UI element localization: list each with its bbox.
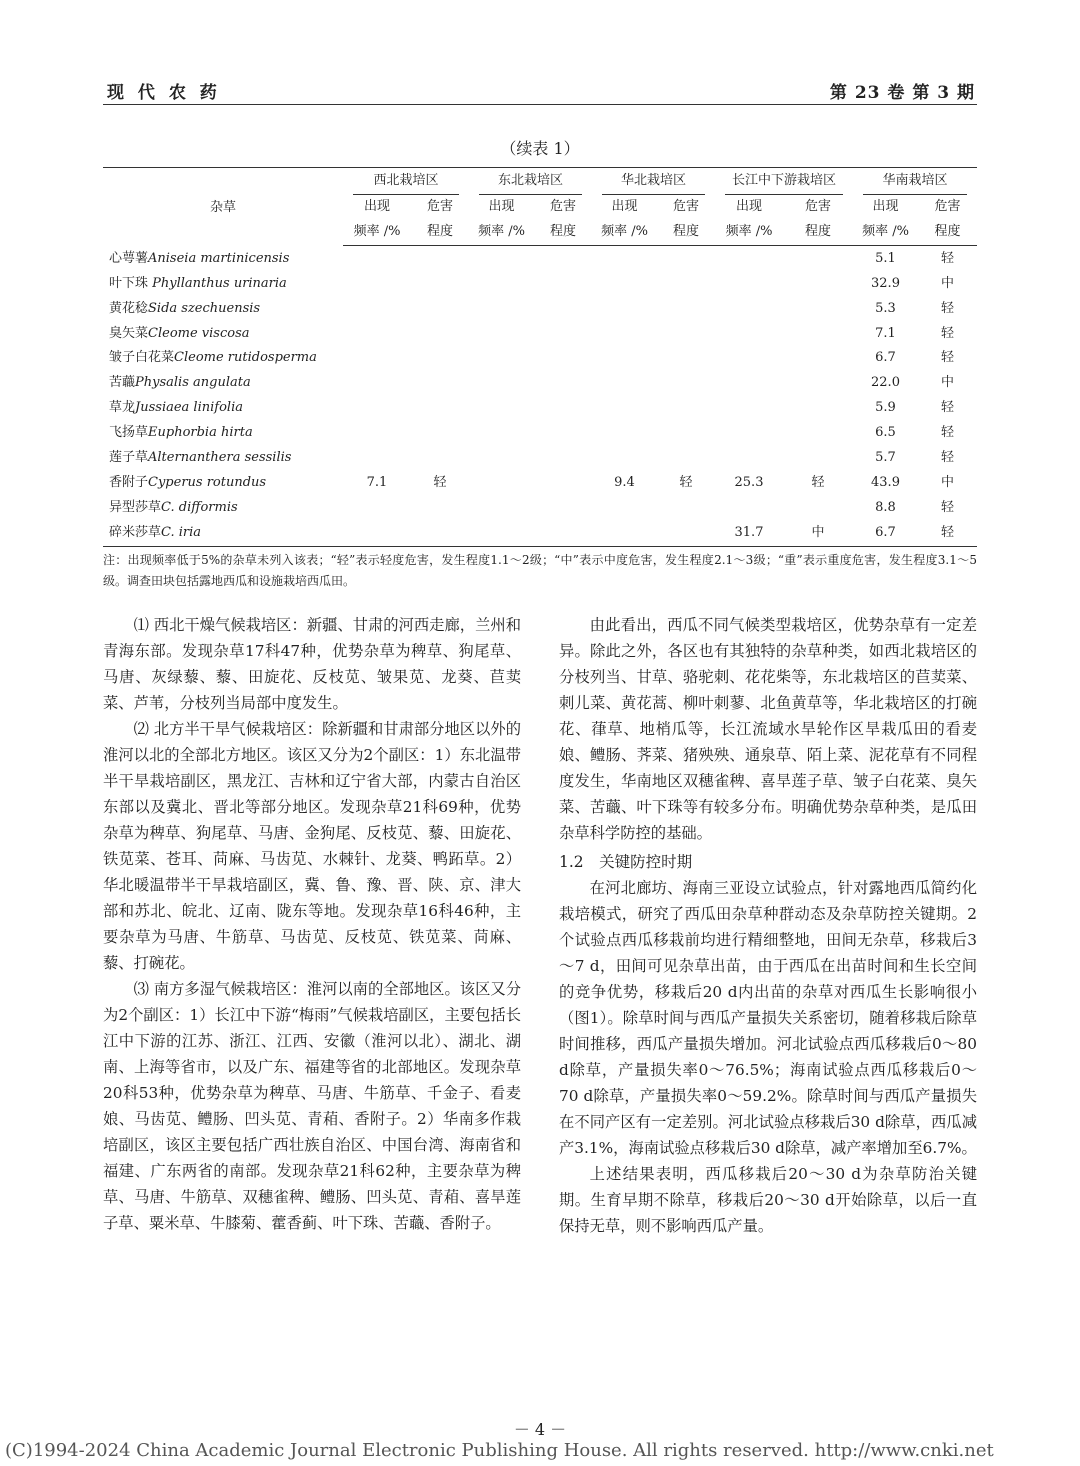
- damage-cell: [534, 322, 592, 347]
- weed-cn: 心萼薯: [109, 250, 149, 266]
- damage-cell: [657, 245, 715, 271]
- weed-name: [103, 322, 343, 347]
- freq-cell: [592, 322, 657, 347]
- damage-cell: 轻: [433, 474, 447, 490]
- freq-header: 出现 频率 /%: [715, 195, 783, 245]
- damage-cell: [783, 245, 853, 271]
- freq-cell: [592, 272, 657, 297]
- freq-cell: 31.7: [715, 521, 783, 546]
- damage-cell: [783, 297, 853, 322]
- freq-cell: [592, 346, 657, 371]
- freq-cell: 32.9: [871, 275, 900, 291]
- damage-cell: [657, 396, 715, 421]
- weed-latin: Cleome rutidosperma: [174, 350, 317, 366]
- damage-cell: [783, 371, 853, 396]
- weed-name: [103, 521, 343, 546]
- freq-cell: [469, 521, 534, 546]
- damage-cell: 轻: [918, 521, 977, 546]
- freq-cell: [469, 297, 534, 322]
- freq-cell: 7.1: [366, 474, 388, 490]
- page-number: － 4 －: [513, 1420, 567, 1439]
- damage-cell: 中: [940, 275, 954, 291]
- damage-cell: 中: [940, 375, 954, 391]
- freq-cell: [592, 297, 657, 322]
- damage-cell: 轻: [940, 450, 954, 466]
- freq-cell: 5.1: [875, 250, 896, 266]
- freq-cell: [469, 421, 534, 446]
- damage-cell: [657, 521, 715, 546]
- damage-cell: [783, 272, 853, 297]
- table-row: [103, 346, 977, 371]
- weed-name: [103, 297, 343, 322]
- damage-cell: [783, 421, 853, 446]
- table-row: [103, 471, 977, 496]
- table-row: [103, 322, 977, 347]
- damage-cell: 轻: [940, 300, 954, 316]
- damage-cell: [657, 346, 715, 371]
- region-header: 西北栽培区: [353, 168, 459, 195]
- damage-cell: [534, 297, 592, 322]
- table-row: [103, 371, 977, 396]
- freq-cell: [343, 396, 411, 421]
- freq-cell: [343, 297, 411, 322]
- freq-cell: [715, 322, 783, 347]
- damage-cell: [783, 396, 853, 421]
- weed-cn: 苦蘵: [109, 375, 136, 391]
- freq-cell: [715, 446, 783, 471]
- damage-header: 危害 程度: [534, 195, 592, 245]
- damage-cell: [534, 446, 592, 471]
- freq-cell: 7.1: [875, 325, 896, 341]
- weed-latin: Phyllanthus urinaria: [152, 275, 287, 291]
- damage-cell: [534, 396, 592, 421]
- freq-header: 出现 频率 /%: [592, 195, 657, 245]
- damage-cell: [411, 496, 469, 521]
- damage-cell: [657, 297, 715, 322]
- weed-latin: Physalis angulata: [135, 375, 251, 391]
- damage-cell: [534, 346, 592, 371]
- weed-name: [103, 371, 343, 396]
- damage-cell: [657, 371, 715, 396]
- freq-header: 出现 频率 /%: [469, 195, 534, 245]
- freq-cell: [592, 421, 657, 446]
- freq-cell: [343, 346, 411, 371]
- damage-cell: 轻: [811, 474, 825, 490]
- damage-cell: 轻: [940, 499, 954, 515]
- freq-cell: 6.7: [853, 521, 918, 546]
- table-row: [103, 521, 977, 546]
- freq-cell: 8.8: [875, 499, 896, 515]
- table-note: 注：出现频率低于5%的杂草未列入该表；“轻”表示轻度危害，发生程度1.1～2级；“中”表示中度危害，发生程度2.1～3级；“重”表示重度危害，发生程度3.1～5级。调查田块包括露地西瓜和设施栽培西瓜田。: [103, 553, 977, 588]
- damage-cell: 轻: [940, 350, 954, 366]
- freq-cell: 22.0: [871, 375, 900, 391]
- damage-cell: [783, 446, 853, 471]
- freq-cell: [343, 496, 411, 521]
- freq-cell: [592, 396, 657, 421]
- damage-cell: [411, 371, 469, 396]
- freq-cell: [469, 446, 534, 471]
- damage-cell: [411, 521, 469, 546]
- weed-latin: Jussiaea linifolia: [135, 400, 243, 416]
- damage-cell: [534, 245, 592, 271]
- damage-cell: [534, 421, 592, 446]
- freq-cell: [343, 446, 411, 471]
- region-header: 华北栽培区: [602, 168, 705, 195]
- weed-cn: 臭矢菜: [109, 325, 149, 341]
- weed-cn: 皱子白花菜: [109, 350, 175, 366]
- freq-cell: [343, 421, 411, 446]
- freq-cell: [715, 346, 783, 371]
- freq-cell: 43.9: [871, 474, 900, 490]
- table-row: [103, 421, 977, 446]
- weed-latin: Alternanthera sessilis: [148, 450, 292, 466]
- freq-cell: [469, 322, 534, 347]
- freq-cell: [469, 245, 534, 271]
- freq-cell: 5.3: [875, 300, 896, 316]
- damage-cell: [657, 496, 715, 521]
- freq-header: 出现 频率 /%: [853, 195, 918, 245]
- freq-cell: [592, 245, 657, 271]
- freq-cell: [469, 371, 534, 396]
- weed-name: [103, 471, 343, 496]
- damage-cell: [411, 245, 469, 271]
- freq-cell: [469, 346, 534, 371]
- paragraph: ⑴ 西北干燥气候栽培区：新疆、甘肃的河西走廊，兰州和青海东部。发现杂草17科47种，优势杂草为稗草、狗尾草、马唐、灰绿藜、藜、田旋花、反枝苋、皱果苋、龙葵、苣荬菜、芦苇，分枝列当局部中度发生。: [103, 616, 521, 712]
- table-caption: （续表 1）: [500, 139, 580, 158]
- damage-cell: [783, 346, 853, 371]
- paragraph: ⑵ 北方半干旱气候栽培区：除新疆和甘肃部分地区以外的淮河以北的全部北方地区。该区又分为2个副区：1）东北温带半干旱栽培副区，黑龙江、吉林和辽宁省大部，内蒙古自治区东部以及冀北、晋北等部分地区。发现杂草21科69种，优势杂草为稗草、狗尾草、马唐、金狗尾、反枝苋、藜、田旋花、铁苋菜、苍耳、苘麻、马齿苋、水棘针、龙葵、鸭跖草。2）华北暖温带半干旱栽培副区，冀、鲁、豫、晋、陕、京、津大部和苏北、皖北、辽南、陇东等地。发现杂草16科46种，主要杂草为马唐、牛筋草、马齿苋、反枝苋、铁苋菜、苘麻、藜、打碗花。: [103, 720, 521, 972]
- weed-latin: Cleome viscosa: [148, 325, 250, 341]
- damage-header: 危害 程度: [657, 195, 715, 245]
- weed-latin: Sida szechuensis: [148, 300, 261, 316]
- weed-cn: 黄花稔: [109, 300, 149, 316]
- freq-cell: 6.5: [875, 425, 896, 441]
- issue-label: 第 23 卷 第 3 期: [829, 83, 975, 103]
- freq-cell: 5.9: [875, 400, 896, 416]
- weed-cn: 草龙: [109, 400, 136, 416]
- freq-header: 出现 频率 /%: [343, 195, 411, 245]
- damage-cell: [534, 496, 592, 521]
- weed-latin: Aniseia martinicensis: [148, 250, 290, 266]
- damage-header: 危害 程度: [918, 195, 977, 245]
- weed-name: [103, 396, 343, 421]
- damage-cell: 轻: [940, 325, 954, 341]
- weed-cn: 飞扬草: [109, 425, 149, 441]
- weed-latin: Euphorbia hirta: [148, 425, 253, 441]
- damage-cell: [534, 471, 592, 496]
- weed-cn: 异型莎草: [109, 499, 162, 515]
- freq-cell: 9.4: [614, 474, 635, 490]
- weed-table: [103, 167, 977, 547]
- damage-cell: 轻: [940, 425, 954, 441]
- freq-cell: [715, 371, 783, 396]
- damage-cell: 中: [783, 521, 853, 546]
- damage-cell: [657, 421, 715, 446]
- freq-cell: [592, 371, 657, 396]
- damage-cell: [411, 446, 469, 471]
- damage-cell: [411, 421, 469, 446]
- freq-cell: 6.7: [875, 350, 896, 366]
- damage-cell: [534, 371, 592, 396]
- damage-cell: [411, 396, 469, 421]
- weed-latin: C. iria: [161, 524, 202, 540]
- freq-cell: [343, 521, 411, 546]
- table-row: [103, 396, 977, 421]
- weed-name: [103, 272, 343, 297]
- damage-cell: [657, 446, 715, 471]
- copyright-line: (C)1994-2024 China Academic Journal Electronic Publishing House. All rights reserved. http://www.cnki.net: [5, 1440, 994, 1461]
- weed-name: [103, 496, 343, 521]
- freq-cell: [715, 297, 783, 322]
- table-row: [103, 272, 977, 297]
- damage-cell: 轻: [940, 400, 954, 416]
- freq-cell: [715, 421, 783, 446]
- paragraph: 由此看出，西瓜不同气候类型栽培区，优势杂草有一定差异。除此之外，各区也有其独特的杂草种类，如西北栽培区的分枝列当、甘草、骆驼刺、花花柴等，东北栽培区的苣荬菜、刺儿菜、黄花蒿、柳叶刺蓼、北鱼黄草等，华北栽培区的打碗花、葎草、地梢瓜等，长江流域水旱轮作区旱栽瓜田的看麦娘、鳢肠、荠菜、猪殃殃、通泉草、陌上菜、泥花草有不同程度发生，华南地区双穗雀稗、喜旱莲子草、皱子白花菜、臭矢菜、苦蘵、叶下珠等有较多分布。明确优势杂草种类，是瓜田杂草科学防控的基础。: [559, 616, 977, 842]
- weed-name: [103, 346, 343, 371]
- left-column: [103, 612, 521, 1236]
- table-row: [103, 496, 977, 521]
- freq-cell: 5.7: [875, 450, 896, 466]
- freq-cell: [343, 245, 411, 271]
- damage-cell: 中: [940, 474, 954, 490]
- region-header: 东北栽培区: [479, 168, 582, 195]
- weed-cn: 香附子: [109, 474, 149, 490]
- weed-cn: 叶下珠: [109, 275, 153, 291]
- table-row: [103, 446, 977, 471]
- weed-cn: 莲子草: [109, 450, 149, 466]
- damage-cell: [534, 521, 592, 546]
- freq-cell: [715, 396, 783, 421]
- freq-cell: [715, 245, 783, 271]
- weed-cn: 碎米莎草: [109, 524, 162, 540]
- right-column: [559, 612, 977, 1239]
- damage-cell: 轻: [679, 474, 693, 490]
- region-header: 长江中下游栽培区: [725, 168, 843, 195]
- paragraph: 上述结果表明，西瓜移栽后20～30 d为杂草防治关键期。生育早期不除草，移栽后20～30 d开始除草，以后一直保持无草，则不影响西瓜产量。: [559, 1165, 977, 1235]
- paragraph: 在河北廊坊、海南三亚设立试验点，针对露地西瓜简约化栽培模式，研究了西瓜田杂草种群动态及杂草防控关键期。2个试验点西瓜移栽前均进行精细整地，田间无杂草，移栽后3～7 d，田间可见杂草出苗，由于西瓜在出苗时间和生长空间的竞争优势，移栽后20 d内出苗的杂草对西瓜生长影响很小（图1）。除草时间与西瓜产量损失关系密切，随着移栽后除草时间推移，西瓜产量损失增加。河北试验点西瓜移栽后0～80 d除草，产量损失率0～76.5%；海南试验点西瓜移栽后0～70 d除草，产量损失率0～59.2%。除草时间与西瓜产量损失在不同产区有一定差别。河北试验点移栽后30 d除草，西瓜减产3.1%，海南试验点移栽后30 d除草，减产率增加至6.7%。: [559, 879, 977, 1157]
- weed-name: [103, 421, 343, 446]
- freq-cell: [715, 272, 783, 297]
- weed-latin: Cyperus rotundus: [148, 474, 267, 490]
- journal-title: 现 代 农 药: [107, 83, 221, 103]
- paragraph: ⑶ 南方多湿气候栽培区：淮河以南的全部地区。该区又分为2个副区：1）长江中下游“梅雨”气候栽培副区，主要包括长江中下游的江苏、浙江、江西、安徽（淮河以北）、湖北、湖南、上海等省市，以及广东、福建等省的北部地区。发现杂草20科53种，优势杂草为稗草、马唐、牛筋草、千金子、看麦娘、马齿苋、鳢肠、凹头苋、青葙、香附子。2）华南多作栽培副区，该区主要包括广西壮族自治区、中国台湾、海南省和福建、广东两省的南部。发现杂草21科62种，主要杂草为稗草、马唐、牛筋草、双穗雀稗、鳢肠、凹头苋、青葙、喜旱莲子草、粟米草、牛膝菊、藿香蓟、叶下珠、苦蘵、香附子。: [103, 980, 521, 1232]
- damage-cell: [534, 272, 592, 297]
- damage-cell: [783, 322, 853, 347]
- section-heading: 1.2 关键防控时期: [559, 853, 693, 871]
- freq-cell: [343, 322, 411, 347]
- weed-latin: C. difformis: [161, 499, 238, 515]
- damage-cell: [657, 322, 715, 347]
- damage-cell: [411, 297, 469, 322]
- freq-cell: [469, 272, 534, 297]
- freq-cell: 25.3: [734, 474, 764, 490]
- freq-cell: [469, 471, 534, 496]
- damage-cell: 轻: [940, 250, 954, 266]
- weed-name: [103, 245, 343, 271]
- freq-cell: [469, 496, 534, 521]
- header-rule: [103, 104, 977, 105]
- freq-cell: [592, 496, 657, 521]
- freq-cell: [343, 272, 411, 297]
- damage-cell: [657, 272, 715, 297]
- damage-cell: [783, 496, 853, 521]
- weed-name: [103, 446, 343, 471]
- table-row: [103, 245, 977, 271]
- damage-cell: [411, 346, 469, 371]
- damage-header: 危害 程度: [411, 195, 469, 245]
- damage-cell: [411, 322, 469, 347]
- damage-header: 危害 程度: [783, 195, 853, 245]
- freq-cell: [715, 496, 783, 521]
- freq-cell: [343, 371, 411, 396]
- region-header: 华南栽培区: [863, 168, 967, 195]
- freq-cell: [592, 521, 657, 546]
- freq-cell: [592, 446, 657, 471]
- freq-cell: [469, 396, 534, 421]
- table-row: [103, 297, 977, 322]
- weed-header: 杂草: [103, 168, 343, 246]
- damage-cell: [411, 272, 469, 297]
